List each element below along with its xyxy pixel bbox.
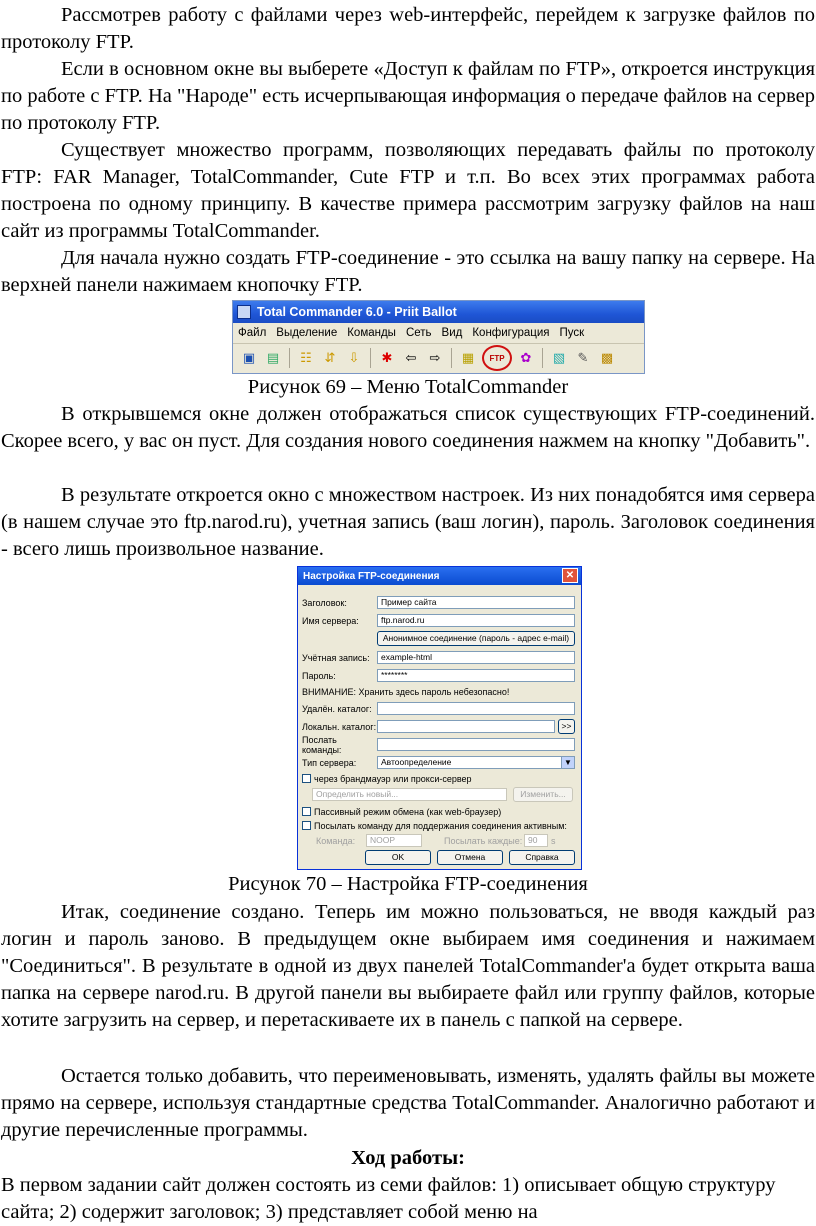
tc-menu-config[interactable]: Конфигурация — [472, 327, 550, 339]
tc-menu-view[interactable]: Вид — [441, 327, 463, 339]
tc-title: Total Commander 6.0 - Priit Ballot — [257, 305, 457, 319]
caption-figure-69: Рисунок 69 – Меню TotalCommander — [247, 376, 569, 398]
keepalive-checkbox[interactable] — [302, 821, 311, 830]
every-label: Посылать каждые: — [444, 835, 523, 846]
toolbar-separator — [542, 348, 543, 368]
remote-dir-label: Удалён. каталог: — [302, 703, 372, 714]
sort-icon[interactable]: ⇩ — [348, 350, 360, 366]
row-keepalive — [302, 818, 576, 833]
toolbar-separator — [451, 348, 452, 368]
server-type-label: Тип сервера: — [302, 757, 357, 768]
full-view-icon[interactable]: ☷ — [300, 350, 312, 366]
brief-view-icon[interactable]: ▤ — [266, 350, 280, 366]
server-type-select[interactable] — [377, 756, 575, 769]
paragraph-2: Если в основном окне вы выберете «Доступ к файлам по FTP», откроется инструкция по работе с FTP. На "Народе" есть исчерпывающая информация о передаче файлов на сервер по протоколу FTP. — [1, 58, 815, 134]
commands-field[interactable] — [377, 738, 575, 751]
chevron-down-icon[interactable]: ▼ — [561, 757, 574, 769]
url-icon[interactable]: ✿ — [520, 350, 532, 366]
row-passive — [302, 804, 576, 819]
account-field[interactable]: example-html — [377, 651, 575, 664]
proxy-label: через брандмауэр или прокси-сервер — [314, 773, 472, 784]
section-heading: Ход работы: — [351, 1147, 465, 1169]
row-local — [302, 719, 576, 734]
proxy-select[interactable]: Определить новый... — [312, 788, 507, 801]
close-icon[interactable]: ✕ — [562, 568, 578, 583]
row-warning — [302, 684, 576, 699]
tc-menu-network[interactable]: Сеть — [405, 327, 432, 339]
toolbar-separator — [289, 348, 290, 368]
row-proxy — [302, 771, 576, 786]
paragraph-4: Для начала нужно создать FTP-соединение - это ссылка на вашу папку на сервере. На верхней панели нажимаем кнопочку FTP. — [1, 247, 815, 296]
ftp-button[interactable] — [482, 345, 512, 371]
row-commands — [302, 734, 576, 755]
tc-toolbar — [233, 344, 644, 372]
paragraph-3: Существует множество программ, позволяющих передавать файлы по протоколу FTP: FAR Manager, TotalCommander, Cute FTP и т.п. Во всех этих программах работа построена по одному принципу. В качестве примера рассмотрим загрузку файлов на наш сайт из программы TotalCommander. — [1, 139, 815, 242]
title-label: Заголовок: — [302, 597, 347, 608]
keepalive-label: Посылать команду для поддержания соединения активным: — [314, 820, 567, 831]
browse-button[interactable]: >> — [558, 719, 575, 734]
total-commander-screenshot — [232, 300, 645, 374]
row-server — [302, 613, 576, 628]
password-label: Пароль: — [302, 670, 336, 681]
server-label: Имя сервера: — [302, 615, 359, 626]
commands-label: Послать команды: — [302, 734, 342, 755]
command-label: Команда: — [316, 835, 356, 846]
help-button[interactable]: Справка — [509, 850, 575, 865]
viewer-icon[interactable]: ▩ — [600, 350, 614, 366]
dialog-title-bar — [298, 567, 581, 585]
toolbar-separator — [370, 348, 371, 368]
row-account — [302, 650, 576, 665]
remote-dir-field[interactable] — [377, 702, 575, 715]
select-icon[interactable]: ✱ — [381, 350, 393, 366]
tree-icon[interactable]: ⇵ — [324, 350, 336, 366]
paragraph-1: Рассмотрев работу с файлами через web-интерфейс, перейдем к загрузке файлов по протоколу FTP. — [1, 4, 815, 53]
server-type-value: Автоопределение — [381, 757, 452, 767]
refresh-icon[interactable]: ▣ — [242, 350, 256, 366]
every-field[interactable]: 90 — [524, 834, 548, 847]
title-field[interactable]: Пример сайта — [377, 596, 575, 609]
back-arrow-icon[interactable]: ⇦ — [405, 350, 417, 366]
anonymous-button[interactable]: Анонимное соединение (пароль - адрес e-mail) — [377, 631, 575, 646]
paragraph-8: Остается только добавить, что переименовывать, изменять, удалять файлы вы можете прямо на сервере, используя стандартные средства TotalCommander. Аналогично работают и другие перечисленные программы. — [1, 1065, 815, 1141]
account-label: Учётная запись: — [302, 652, 370, 663]
row-anon — [302, 631, 576, 646]
every-unit: s — [551, 835, 556, 846]
tc-title-bar — [233, 301, 644, 323]
tc-menu-file[interactable]: Файл — [238, 327, 267, 339]
ftp-icon-label: FTP — [489, 353, 505, 363]
notepad-icon[interactable]: ▧ — [552, 350, 566, 366]
tc-app-icon — [237, 305, 251, 319]
dialog-title: Настройка FTP-соединения — [303, 570, 440, 582]
edit-icon[interactable]: ✎ — [577, 350, 589, 366]
cancel-button[interactable]: Отмена — [437, 850, 503, 865]
ftp-settings-dialog — [297, 566, 582, 870]
row-server-type — [302, 755, 576, 770]
row-password — [302, 668, 576, 683]
forward-arrow-icon[interactable]: ⇨ — [429, 350, 441, 366]
row-keepalive-options — [302, 833, 576, 848]
ok-button[interactable]: OK — [365, 850, 431, 865]
passive-checkbox[interactable] — [302, 807, 311, 816]
local-dir-label: Локальн. каталог: — [302, 721, 377, 732]
server-field[interactable]: ftp.narod.ru — [377, 614, 575, 627]
row-title — [302, 595, 576, 610]
passive-label: Пассивный режим обмена (как web-браузер) — [314, 806, 502, 817]
tc-menu-bar — [233, 323, 644, 344]
tc-menu-start[interactable]: Пуск — [559, 327, 585, 339]
command-select[interactable]: NOOP — [366, 834, 422, 847]
proxy-change-button[interactable]: Изменить... — [513, 787, 573, 802]
tc-menu-selection[interactable]: Выделение — [276, 327, 338, 339]
paragraph-5: В открывшемся окне должен отображаться список существующих FTP-соединений. Скорее всего, у вас он пуст. Для создания нового соединения нажмем на кнопку "Добавить". — [1, 403, 815, 452]
row-buttons — [302, 850, 576, 865]
row-proxy-select — [302, 787, 576, 802]
paragraph-7: Итак, соединение создано. Теперь им можно пользоваться, не вводя каждый раз логин и пароль заново. В предыдущем окне выбираем имя соединения и нажимаем "Соединиться". В результате в одной из двух панелей TotalCommander'а будет открыта ваша папка на сервере narod.ru. В другой панели вы выбираете файл или группу файлов, которые хотите загрузить на сервер, и перетаскиваете их в панель с папкой на сервере. — [1, 901, 815, 1031]
password-field[interactable]: ******** — [377, 669, 575, 682]
row-remote — [302, 701, 576, 716]
paragraph-9: В первом задании сайт должен состоять из семи файлов: 1) описывает общую структуру сайта; 2) содержит заголовок; 3) представляет собой меню на — [1, 1174, 776, 1223]
tc-menu-commands[interactable]: Команды — [347, 327, 396, 339]
password-warning: ВНИМАНИЕ: Хранить здесь пароль небезопасно! — [302, 686, 510, 697]
paragraph-6: В результате откроется окно с множеством настроек. Из них понадобятся имя сервера (в нашем случае это ftp.narod.ru), учетная запись (ваш логин), пароль. Заголовок соединения - всего лишь произвольное название. — [1, 484, 815, 560]
local-dir-field[interactable] — [377, 720, 555, 733]
caption-figure-70: Рисунок 70 – Настройка FTP-соединения — [228, 873, 588, 895]
proxy-checkbox[interactable] — [302, 774, 311, 783]
archive-icon[interactable]: ▦ — [461, 350, 475, 366]
